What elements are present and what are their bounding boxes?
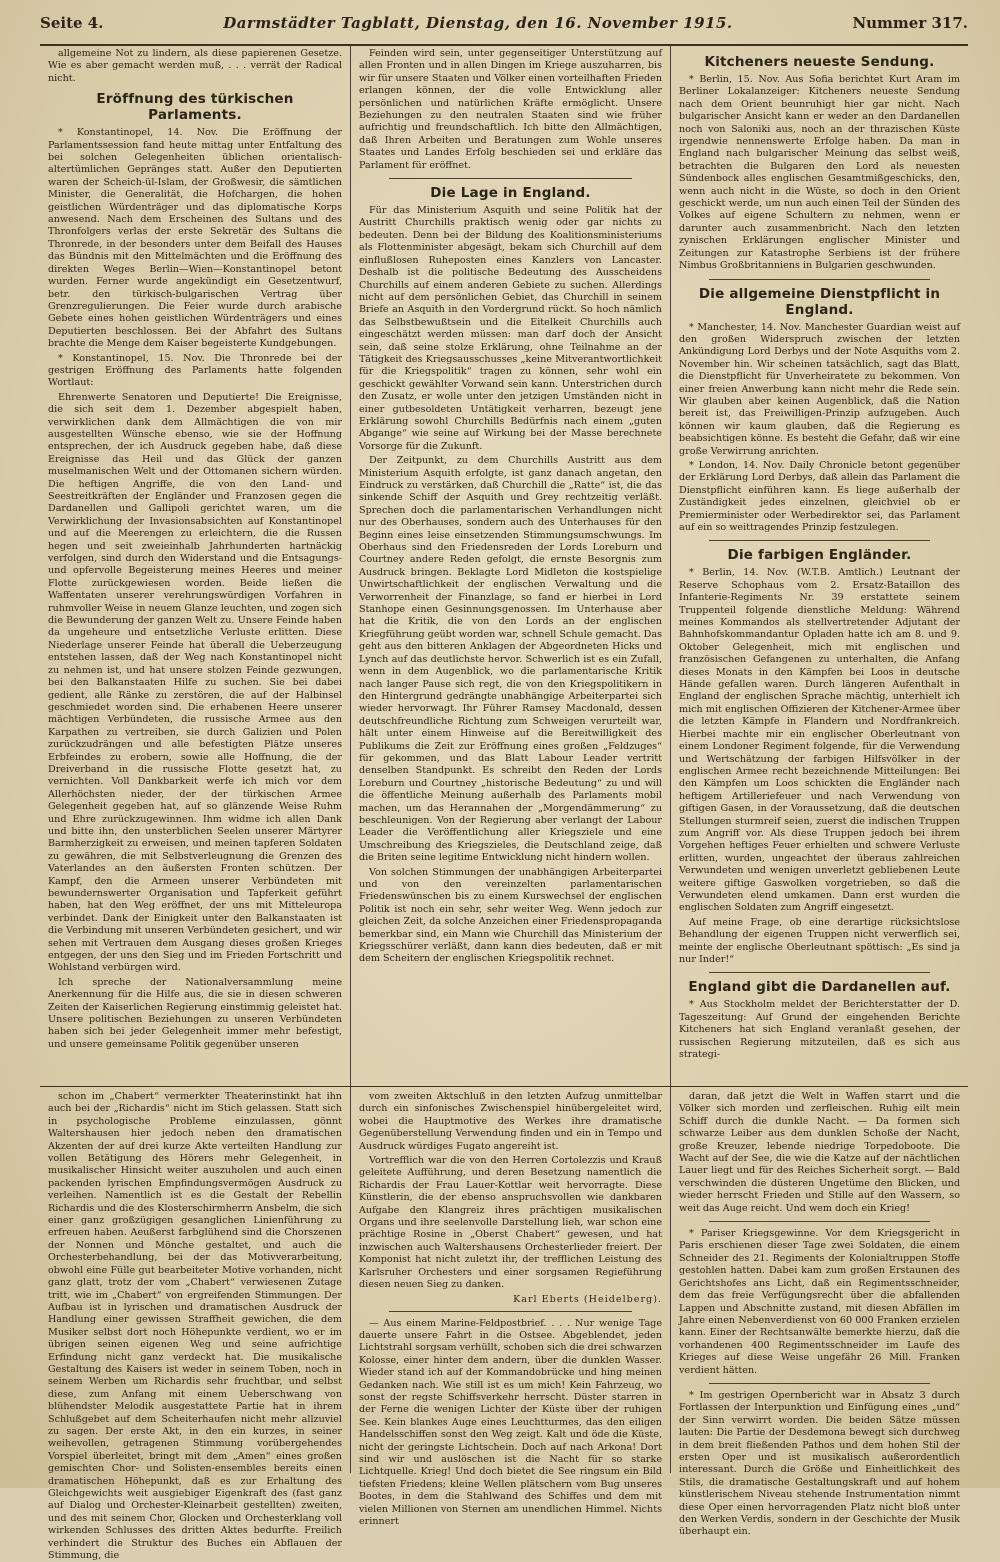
paragraph: Von solchen Stimmungen der unabhängigen Arbeiterpartei und von den vereinzelten parlamentarischen Friedenswünschen bis zu einem Kurswechsel der englischen Politik ist noch ein sehr, sehr weiter Weg. Wenn jedoch zur gleichen Zeit, da solche Anzeichen einer Friedenspropaganda bemerkbar sind, ein Mann wie Churchill das Ministerium der Kriegsschürer verläßt, dann kann dies bedeuten, daß er mit dem Scheitern der englischen Kriegspolitik rechnet. [359, 866, 662, 965]
paragraph: * Konstantinopel, 14. Nov. Die Eröffnung der Parlamentssession fand heute mittag unter Entfaltung des bei solchen Gelegenheiten üblichen orientalisch-altertümlichen Gepränges statt. Außer den Deputierten waren der Scheich-ül-Islam, der Großwesir, die sämtlichen Minister, die Generalität, die Hofchargen, die hohen geistlichen Würdenträger und das diplomatische Korps anwesend. Nach dem Erscheinen des Sultans und des Thronfolgers verlas der erste Sekretär des Sultans die Thronrede, in der besonders unter dem Beifall des Hauses das Bündnis mit den Mittelmächten und die Eröffnung des direkten Weges Berlin—Wien—Konstantinopel betont wurden. Ferner wurde angekündigt ein Gesetzentwurf, betr. den türkisch-bulgarischen Vertrag über Grenzregulierungen. Die Feier wurde durch arabische Gebete eines hohen geistlichen Würdenträgers und eines Deputierten beschlossen. Bei der Abfahrt des Sultans brachte die Menge dem Kaiser begeisterte Kundgebungen. [48, 127, 342, 350]
feuilleton-column-3 [670, 1087, 968, 1538]
column-2 [350, 46, 670, 1086]
divider [709, 540, 930, 541]
article-title-kitchener: Kitcheners neueste Sendung. [704, 54, 935, 70]
article-title-conscription: Die allgemeine Dienstpflicht in England. [698, 285, 941, 318]
paragraph: Auf meine Frage, ob eine derartige rücksichtslose Behandlung der eigenen Truppen nicht verwerflich sei, meinte der englische Oberleutnant spöttisch: „Es sind ja nur Inder!“ [679, 916, 960, 965]
feuilleton-column-2 [350, 1087, 670, 1527]
divider [709, 1383, 930, 1384]
author-signature: Karl Eberts (Heidelberg). [513, 1293, 662, 1305]
paragraph: Der Zeitpunkt, zu dem Churchills Austritt aus dem Ministerium Asquith erfolgte, ist ganz danach angetan, den Eindruck zu verstärken, daß Churchill die „Ratte“ ist, die das sinkende Schiff der Asquith und Grey rechtzeitig verläßt. Sprechen doch die parlamentarischen Verhandlungen nicht nur des Oberhauses, sondern auch des Unterhauses für den Beginn eines leise einsetzenden Stimmungsumschwungs. Im Oberhaus sind den Friedensreden der Lords Loreburn und Courtney andere Reden gefolgt, die ernste Besorgnis zum Ausdruck bringen. Beklagte Lord Midleton die kostspielige Unwirtschaftlichkeit der englischen Verwaltung und die Verworrenheit der Finanzlage, so fand er hierbei in Lord Stanhope einen Gesinnungsgenossen. Im Unterhause aber hat die Kritik, die von den Lords an der englischen Kriegführung geübt worden war, schnell Schule gemacht. Das geht aus den bitteren Anklagen der Abgeordneten Hicks und Lynch auf das deutlichste hervor. Schwerlich ist es ein Zufall, wenn in dem Augenblick, wo die parlamentarische Kritik nach langer Pause sich regt, die von den Kriegspolitikern in den Hintergrund gedrängte unabhängige Arbeiterpartei sich wieder hervorwagt. Ihr Führer Ramsey Macdonald, dessen deutschfreundliche Richtung zum Schweigen verurteilt war, hält unter einem Hinweise auf die Bereitwilligkeit des Publikums die Zeit zur Eröffnung eines großen „Feldzuges“ für gekommen, und das Blatt Labour Leader vertritt denselben Standpunkt. Es schreibt den Reden der Lords Loreburn und Courtney „historische Bedeutung“ zu und will die öffentliche Meinung außerhalb des Parlaments mobil machen, um das Herannahen der „Morgendämmerung“ zu beschleunigen. Von der Regierung aber verlangt der Labour Leader die Veröffentlichung aller Kriegsziele und eine Umschreibung des Kriegszieles, die Deutschland zeige, daß die Briten seine legitime Entwicklung nicht hindern wollen. [359, 455, 663, 864]
paragraph: * Berlin, 14. Nov. (W.T.B. Amtlich.) Leutnant der Reserve Schophaus vom 2. Ersatz-Bataillon des Infanterie-Regiments Nr. 39 erstattete seinem Truppenteil folgende dienstliche Meldung: Während meines Kommandos als stellvertretender Adjutant der Bahnhofskommandantur Opladen hatte ich am 8. und 9. Oktober Gelegenheit, mich mit englischen und französischen Gefangenen zu unterhalten, die Anfang dieses Monats in den Kämpfen bei Loos in deutsche Hände gefallen waren. Durch längeren Aufenthalt in England der englischen Sprache mächtig, unterhielt ich mich mit englischen Offizieren der Kitchener-Armee über die letzten Kämpfe in Flandern und Nordfrankreich. Hierbei machte mir ein englischer Oberleutnant von einem Londoner Regiment folgende, für die Verwendung und Wertschätzung der farbigen Hilfsvölker in der englischen Armee recht bezeichnende Mitteilungen: Bei den Kämpfen um Loos schickten die Engländer nach heftigem Artilleriefeuer und nach Verwendung von giftigen Gasen, in der Voraussetzung, daß die deutschen Stellungen sturmreif seien, zuerst die indischen Truppen zum Angriff vor. Als diese Truppen jedoch bei ihrem Vorgehen heftiges Feuer erhielten und schwere Verluste erlitten, wurden, ungeachtet der überaus zahlreichen Verwundeten und wenigen unverletzt gebliebenen Leute weitere giftige Gaswolken vorgetrieben, so daß die Verwundeten elend umkamen. Dann erst wurden die englischen Soldaten zum Angriff eingesetzt. [679, 567, 960, 914]
feuilleton-column-1 [40, 1087, 350, 1562]
paragraph: Ich spreche der Nationalversammlung meine Anerkennung für die Hilfe aus, die sie in diesen schweren Zeiten der Kaiserlichen Regierung einstimmig geleistet hat. Unsere politischen Beziehungen zu unseren Verbündeten haben sich bei jeder Gelegenheit immer mehr befestigt, und unsere gemeinsame Politik gegenüber unseren [48, 976, 342, 1050]
issue-number: Nummer 317. [852, 14, 968, 32]
paragraph: Vortrefflich war die von den Herren Cortolezzis und Krauß geleitete Aufführung, und deren Besetzung namentlich die Richardis der Frau Lauer-Kottlar weit hervorragte. Diese Künstlerin, die der ebenso anspruchsvollen wie dankbaren Aufgabe den Klangreiz ihres prächtigen musikalischen Organs und ihre seelenvolle Darstellung lieh, war schon eine prächtige Rosine in „Oberst Chabert“ gewesen, und hat inzwischen auch Waltershausens Orchesterlieder freiert. Der Komponist hat nicht zuletzt ihr, der trefflichen Leistung des Karlsruher Orchesters und einer sorgsamen Regieführung diesen neuen Sieg zu danken. [359, 1155, 662, 1291]
divider [709, 972, 930, 973]
article-title-dardanelles: England gibt die Dardanellen auf. [688, 979, 951, 996]
paragraph: Für das Ministerium Asquith und seine Politik hat der Austritt Churchills praktisch wenig oder gar nichts zu bedeuten. Denn bei der Bildung des Koalitionsministeriums als Flottenminister abgesägt, bekam sich Churchill auf dem einflußlosen Ruheposten eines Kanzlers von Lancaster. Deshalb ist die politische Bedeutung des Ausscheidens Churchills auf einem anderen Gebiete zu suchen. Allerdings nicht auf dem persönlichen Gebiet, das Churchill in seinem Briefe an Asquith in den Vordergrund rückt. So hoch nämlich das Selbstbewußtsein und die Eitelkeit Churchills auch eingeschätzt werden müssen: man darf doch der Ansicht sein, daß seine stolze Erklärung, ohne Teilnahme an der Tätigkeit des Kriegsausschusses „keine Mitverantwortlichkeit für die Kriegspolitik“ tragen zu können, sehr wohl ein geschickt gewählter Vorwand sein kann. Unterstrichen durch den Zusatz, er wolle unter den jetzigen Umständen nicht in einer gutbesoldeten Untätigkeit verharren, bezeugt jene Erklärung sowohl Churchills Bedürfnis nach einem „guten Abgange“ wie seine auf Wirkung bei der Masse berechnete Vorsorge für die Zukunft. [359, 205, 662, 452]
divider [389, 1311, 632, 1312]
paragraph: — Aus einem Marine-Feldpostbrief. . . . Nur wenige Tage dauerte unsere Fahrt in die Ostsee. Abgeblendet, jeden Lichtstrahl sorgsam verhüllt, schoben sich die drei schwarzen Kolosse, einer hinter dem andern, über die dunklen Wasser. Wieder stand ich auf der Kommandobrücke und hing meinen Gedanken nach. Wie still ist es um mich! Kein Fahrzeug, wo sonst der regste Schiffsverkehr herrscht. Düster starren in der Ferne die wenigen Lichter der Küste über der ruhigen See. Kein blankes Auge eines Leuchtturmes, das den eiligen Handelsschiffen sonst den Weg zeigt. Kalt und öde die Küste, nicht der geringste Lichtschein. Doch auf nach Arkona! Dort sind wir und auslöschen ist die Nacht für so starke Lichtquelle. Krieg! Und doch bietet die See ringsum ein Bild tiefsten Friedens; kleine Wellen plätschern vom Bug unseres Bootes, in dem die Stahlwand des Schiffes und dem mit vielen Millionen von Sternen am unendlichen Himmel. Nichts erinnert [359, 1317, 662, 1527]
paragraph: Ehrenwerte Senatoren und Deputierte! Die Ereignisse, die sich seit dem 1. Dezember abgespielt haben, verwirklichen dank dem Allmächtigen die von mir ausgestellten Wünsche ebenso, wie sie der Hoffnung entsprechen, der ich Ausdruck gegeben habe, daß diese Ereignisse das Heil und das Glück der ganzen muselmanischen Welt und der Ottomanen sichern würden. Die heftigen Angriffe, die von den Land- und Seestreitkräften der Engländer und Franzosen gegen die Dardanellen und Gallipoli gerichtet waren, um die Verwirklichung der Invasionsabsichten auf Konstantinopel und auf die Meerengen zu erleichtern, die die Russen hegen und seit zweieinhalb Jahrhunderten hartnäckig verfolgen, sind durch den Widerstand und die Entsagungs- und opfervolle Begeisterung meines Heeres und meiner Flotte zurückgewiesen worden. Beide ließen die Waffentaten unserer verehrungswürdigen Vorfahren in ruhmvoller Weise in neuem Glanze leuchten, und zogen sich die Bewunderung der ganzen Welt zu. Unsere Feinde haben da ungeheure und entsetzliche Verluste erlitten. Diese Niederlage unserer Feinde hat überall die Ueberzeugung entstehen lassen, daß der Weg nach Konstantinopel nicht zu nehmen ist, und hat unsere stolzen Feinde gezwungen, bei den Balkanstaaten Hilfe zu suchen. Sie bei dabei gedient, alle Ränke zu zerstören, die auf der Halbinsel geschmiedet worden sind. Die erhabenen Heere unserer mächtigen Verbündeten, die russische Armee aus den Karpathen zu vertreiben, sie durch Galizien und Polen zurückzudrängen und alle befestigten Plätze unseres Erbfeindes zu erobern, sowie alle Hoffnung, die der Dreiverband in die russische Flotte gesetzt hat, zu vernichten. Voll Dankbarkeit werfe ich mich vor dem Allerhöchsten nieder, der der türkischen Armee Gelegenheit gegeben hat, auf so glänzende Weise Ruhm und Ehre zurückzugewinnen. Ihm widme ich allen Dank und bitte ihn, den unsterblichen Seelen unserer Märtyrer Barmherzigkeit zu erweisen, und meinen tapferen Soldaten zu gewähren, die mit Selbstverleugnung die Grenzen des Vaterlandes an den äußersten Fronten schützen. Der Kampf, den die Armeen unserer Verbündeten mit bewundernswerter Organisation und Tapferkeit geführt haben, hat den Weg eröffnet, der uns mit Mitteleuropa verbindet. Dank der Einigkeit unter den Balkanstaaten ist die Verbindung mit unseren Verbündeten gesichert, und wir sehen mit Vertrauen dem Ausgang dieses großen Krieges entgegen, der uns den Sieg und im Frieden Fortschritt und Wohlstand verbürgen wird. [48, 391, 342, 974]
column-1 [40, 46, 350, 1086]
column-2-intro: Feinden wird sein, unter gegenseitiger Unterstützung auf allen Fronten und in allen Dingen im Kriege auszuharren, bis wir für unsere Staaten und Völker einen vorteilhaften Frieden erlangen können, der die volle Entwicklung aller persönlichen und natürlichen Kräfte ermöglicht. Unsere Beziehungen zu den neutralen Staaten sind wie früher aufrichtig und freundschaftlich. Ich bitte den Allmächtigen, daß Ihren Arbeiten und Beratungen zum Wohle unseres Staates und Landes Erfolg beschieden sei und erkläre das Parlament für eröffnet. [359, 48, 662, 171]
paragraph: * Konstantinopel, 15. Nov. Die Thronrede bei der gestrigen Eröffnung des Parlaments hatte folgenden Wortlaut: [48, 352, 342, 389]
paragraph: * Pariser Kriegsgewinne. Vor dem Kriegsgericht in Paris erschienen dieser Tage zwei Soldaten, die einem Schneider des 21. Regiments der Kolonialtruppen Stoffe gestohlen hatten. Dabei kam zum großen Erstaunen des Gerichtshofes ans Licht, daß ein Regimentsschneider, dem das freie Verfügungsrecht über die abfallenden Lappen und Abschnitte zustand, mit diesen Abfällen im Jahre einen Nebenverdienst von 60 000 Franken erzielen kann. Einer der Rechtsanwälte bemerkte hierzu, daß die vorhandenen 400 Regimentsschneider im Laufe des Krieges auf diese Weise ungefähr 26 Mill. Franken verdient hätten. [679, 1228, 960, 1376]
article-title-england: Die Lage in England. [430, 185, 591, 202]
paragraph: * Im gestrigen Opernbericht war in Absatz 3 durch Fortlassen der Interpunktion und Einfügung eines „und“ der Sinn verwirrt worden. Die beiden Sätze müssen lauten: Die Partie der Desdemona bewegt sich durchweg in dem breit fließenden Pathos und dem hohen Stil der ersten Oper und ist musikalisch außerordentlich interessant. Durch die Größe und Einheitlichkeit des Stils, die dramatische Gestaltungskraft und auf hohem künstlerischem Niveau stehende Instrumentation nimmt diese Oper einen hervorragenden Platz nicht bloß unter den Werken Verdis, sondern in der Geschichte der Musik überhaupt ein. [679, 1389, 960, 1538]
article-title-colored-englishmen: Die farbigen Engländer. [727, 547, 912, 564]
paragraph: * Aus Stockholm meldet der Berichterstatter der D. Tageszeitung: Auf Grund der eingehenden Berichte Kitcheners hat sich England veranlaßt gesehen, der russischen Regierung mitzuteilen, daß es sich aus strategi- [679, 999, 960, 1061]
paragraph: daran, daß jetzt die Welt in Waffen starrt und die Völker sich morden und zerfleischen. Ruhig eilt mein Schiff durch die dunkle Nacht. — Da formen sich schwarze Leiber aus dem dunklen Schoße der Nacht, große Kreuzer, lebende niedrige Torpedoboote. Die Wacht auf der See, die wie die Katze auf der nächtlichen Lauer liegt und für des Reiches Sicherheit sorgt. — Bald verschwinden die düsteren Ungetüme den Blicken, und wieder herrscht Frieden und Stille auf den Wassern, so weit das Auge reicht. Und wem doch ein Krieg! [679, 1091, 960, 1214]
paragraph: schon im „Chabert“ vermerkter Theaterinstinkt hat ihn auch bei der „Richardis“ nicht im Stich gelassen. Statt sich in psychologische Probleme einzulassen, gönnt Waltershausen hier jedoch neben den dramatischen Akzenten der auf drei kurze Akte verteilten Handlung zur vollen Betätigung des Hörers mehr Gelegenheit, in musikalischer Hinsicht weiter auszuholen und auch einen packenden lyrischen Empfindungsvermögen Ausdruck zu verleihen. Namentlich ist es die Gestalt der Rebellin Richardis und die des Klosterschirmherrn Ansbelm, die sich einer ganz großzügigen gesanglichen Linienführung zu erfreuen haben. Aeußerst farbglühend sind die Chorszenen der Nonnen und Mönche gestaltet, und auch die Orchesterbehandlung, bei der das Motivverarbeitung, obwohl eine Fülle gut bearbeiteter Motive vorhanden, nicht ganz glatt, trotz der vom „Chabert“ verwiesenen Zutage tritt, wie im „Chabert“ von ergreifenden Stimmungen. Der Aufbau ist in lyrischen und dramatischen Ausdruck der Handlung einer gewissen Straffheit gewichen, die dem Musiker selbst dort noch Höhepunkte verdient, wo er im übrigen seinen eigenen Weg und seine aufrichtige Erfindung nicht ganz verdeckt hat. Die musikalische Gestaltung des Kaisers ist weder in seinem Toben, noch in seinem Werben um Richardis sehr fruchtbar, und selbst diese, zum Anfang mit einem Ueberschwang von blühendster Melodik ausgestattete Partie hat in ihrem Schlußgebet auf dem Scheiterhaufen nicht mehr allzuviel zu sagen. Der erste Akt, in den ein kurzes, in seiner weihevollen, getragenen Stimmung vorübergehendes Vorspiel überleitet, bringt mit dem „Amen“ eines großen gemischten Chor- und Solisten-ensembles bereits einen dramatischen Höhepunkt, daß es zur Erhaltung des Gleichgewichts weit ausgiebiger Eigenkraft des (fast ganz auf Dialog und Orchester-Kleinarbeit gestellten) zweiten, und des mit seinem Chor, Glocken und Orchesterklang voll wirkenden Schlusses des dritten Aktes bedurfte. Freilich verhindert die Struktur des Buches ein Abflauen der Stimmung, die [48, 1091, 342, 1562]
newspaper-title: Darmstädter Tagblatt, Dienstag, den 16. November 1915. [223, 14, 733, 32]
column-1-intro: allgemeine Not zu lindern, als diese papierenen Gesetze. Wie es aber gemacht werden muß, . . . verrät der Radical nicht. [48, 48, 342, 84]
paragraph: * London, 14. Nov. Daily Chronicle betont gegenüber der Erklärung Lord Derbys, daß allein das Parlament die Dienstpflicht einführen kann. Es liege außerhalb der Zuständigkeit jedes einzelnen, gleichviel ob er Premierminister oder Werbedirektor sei, das Parlament auf ein so weittragendes Prinzip festzulegen. [679, 459, 960, 533]
divider [389, 178, 632, 179]
paragraph: * Berlin, 15. Nov. Aus Sofia berichtet Kurt Aram im Berliner Lokalanzeiger: Kitcheners neueste Sendung nach dem Orient beunruhigt hier gar nicht. Nach bulgarischer Ansicht kann er weder an den Dardanellen noch von Saloniki aus, noch an der thrazischen Küste irgendwie nennenswerte Erfolge haben. Da man in England nach bulgarischer Meinung das selbst weiß, betrachten die Bulgaren den Lord als neuesten Sündenbock alles englischen Gesamtmißgeschicks, den, wenn auch nicht in die Wüste, so doch in den Orient geschickt werde, um nun auch einen Teil der Sünden des Volkes auf eigene Schultern zu nehmen, wenn er darunter auch zusammenbricht. Nach den letzten zynischen Erklärungen englischer Minister und Zeitungen zur Katastrophe Serbiens ist der frühere Nimbus Großbritanniens in Bulgarien geschwunden. [679, 74, 960, 272]
paragraph: vom zweiten Aktschluß in den letzten Aufzug unmittelbar durch ein sinfonisches Zwischenspiel hinübergeleitet wird, wobei die Hauptmotive des Werkes ihre dramatische Gegenüberstellung Verwendung finden und ein in Tempo und Ausdruck würdiges Fugato angereiht ist. [359, 1091, 662, 1152]
top-section [40, 46, 968, 1087]
feuilleton-section [40, 1087, 968, 1562]
divider [709, 279, 930, 280]
masthead [40, 14, 968, 46]
column-3 [670, 46, 968, 1086]
paragraph: * Manchester, 14. Nov. Manchester Guardian weist auf den großen Widerspruch zwischen der letzten Ankündigung Lord Derbys und der Note Asquiths vom 2. November hin. Wir scheinen tatsächlich, sagt das Blatt, die Dienstpflicht für Unverheiratete zu bekommen. Von einer freien Anwerbung kann nicht mehr die Rede sein. Wir glauben aber keinen Augenblick, daß die Nation bereit ist, das Freiwilligen-Prinzip aufzugeben. Auch können wir kaum glauben, daß die Regierung es beabsichtigen könne. Es besteht die Gefahr, daß wir eine große Verwirrung anrichten. [679, 321, 960, 457]
page-number: Seite 4. [40, 14, 104, 32]
article-title-parliament: Eröffnung des türkischen Parlaments. [96, 91, 294, 124]
divider [709, 1221, 930, 1222]
